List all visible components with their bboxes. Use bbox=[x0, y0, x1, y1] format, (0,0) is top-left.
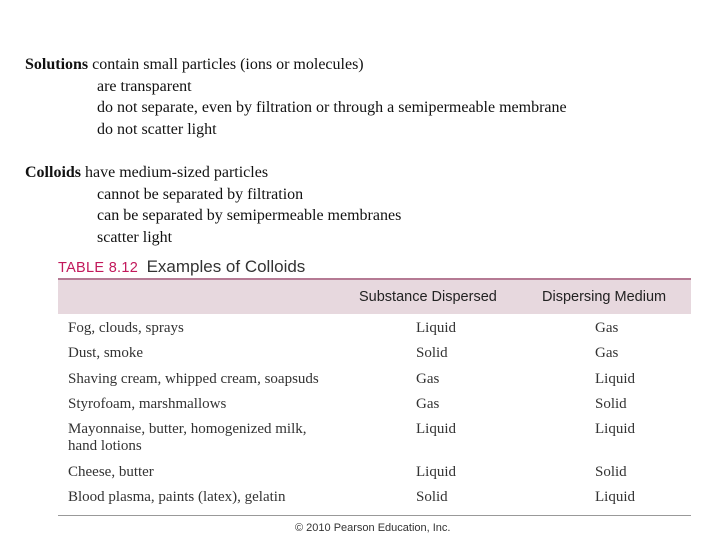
colloids-term: Colloids bbox=[25, 164, 82, 181]
cell-example: Shaving cream, whipped cream, soapsuds bbox=[68, 371, 319, 387]
copyright-notice: © 2010 Pearson Education, Inc. bbox=[295, 522, 451, 534]
table-title bbox=[58, 257, 305, 277]
cell-substance: Liquid bbox=[416, 320, 456, 336]
cell-medium: Solid bbox=[595, 464, 627, 480]
cell-medium: Solid bbox=[595, 396, 627, 412]
cell-medium: Liquid bbox=[595, 421, 635, 437]
table-header bbox=[58, 280, 691, 314]
colloids-description: have medium-sized particles bbox=[81, 164, 269, 181]
solutions-point: are transparent bbox=[97, 77, 192, 95]
cell-example: Fog, clouds, sprays bbox=[68, 320, 184, 336]
column-header-substance-dispersed: Substance Dispersed bbox=[359, 289, 497, 305]
solutions-block bbox=[25, 54, 567, 140]
cell-medium: Gas bbox=[595, 345, 619, 361]
colloids-point: can be separated by semipermeable membranes bbox=[97, 207, 402, 224]
cell-example: Cheese, butter bbox=[68, 464, 154, 480]
cell-substance: Solid bbox=[416, 489, 448, 505]
colloids-point: cannot be separated by filtration bbox=[97, 185, 304, 203]
cell-substance: Gas bbox=[416, 371, 440, 387]
cell-example: Styrofoam, marshmallows bbox=[68, 396, 227, 412]
cell-substance: Liquid bbox=[416, 464, 456, 480]
cell-example: Blood plasma, paints (latex), gelatin bbox=[68, 489, 286, 505]
cell-medium: Gas bbox=[595, 320, 619, 336]
cell-medium: Liquid bbox=[595, 371, 635, 387]
column-header-dispersing-medium: Dispersing Medium bbox=[542, 289, 667, 305]
colloids-block bbox=[25, 162, 401, 248]
cell-medium: Liquid bbox=[595, 489, 635, 505]
cell-substance: Liquid bbox=[416, 421, 456, 437]
colloids-point: scatter light bbox=[97, 228, 173, 246]
cell-example: Mayonnaise, butter, homogenized milk, hand lotions bbox=[68, 421, 307, 454]
table-name: Examples of Colloids bbox=[146, 257, 306, 276]
cell-substance: Solid bbox=[416, 345, 448, 361]
solutions-heading bbox=[25, 54, 567, 76]
solutions-term: Solutions bbox=[25, 56, 89, 73]
solutions-point: do not scatter light bbox=[97, 120, 217, 138]
solutions-description: contain small particles (ions or molecules) bbox=[88, 56, 364, 73]
colloids-heading bbox=[25, 162, 401, 184]
table-bottom-rule bbox=[58, 515, 691, 516]
cell-example: Dust, smoke bbox=[68, 345, 143, 361]
cell-substance: Gas bbox=[416, 396, 440, 412]
solutions-point: do not separate, even by filtration or through a semipermeable membrane bbox=[97, 99, 567, 116]
table-label: TABLE 8.12 bbox=[58, 260, 139, 276]
